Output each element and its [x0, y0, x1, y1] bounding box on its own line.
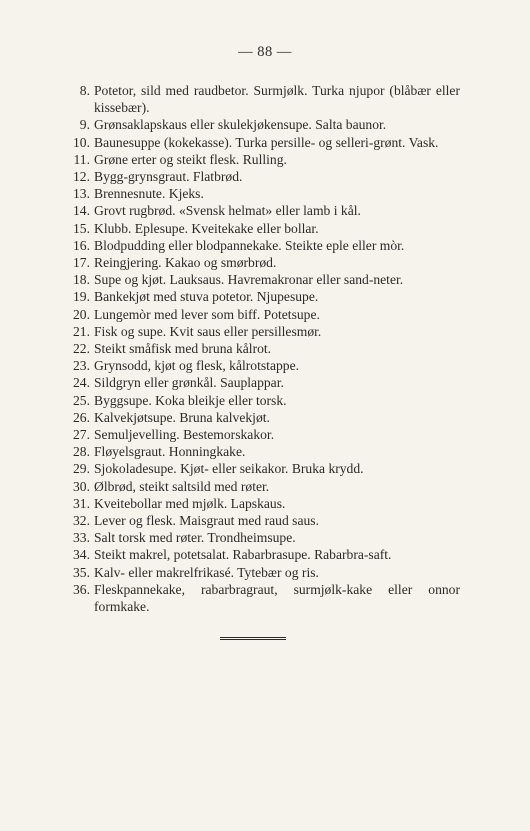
item-number: 19. [73, 289, 90, 305]
item-text: Fløyelsgraut. Honningkake. [94, 444, 246, 460]
item-text: Semuljevelling. Bestemorskakor. [94, 427, 275, 443]
item-number: 27. [73, 427, 90, 443]
item-number: 8. [79, 83, 90, 98]
item-text: Salt torsk med røter. Trondheimsupe. [94, 530, 296, 546]
item-text: Brennesnute. Kjeks. [94, 186, 204, 202]
item-number: 14. [73, 203, 90, 219]
item-text: Kalvekjøtsupe. Bruna kalvekjøt. [94, 409, 270, 425]
item-number: 17. [73, 255, 90, 271]
menu-item [60, 82, 460, 116]
item-number: 9. [79, 117, 90, 133]
menu-item [60, 426, 460, 443]
item-text: Lever og flesk. Maisgraut med raud saus. [94, 513, 319, 529]
item-number: 36. [73, 581, 90, 597]
menu-item [60, 151, 460, 168]
item-number: 13. [73, 186, 90, 202]
item-text: Baunesuppe (kokekasse). Turka persille- og selleri-grønt. Vask. [94, 134, 439, 150]
item-text: Byggsupe. Koka bleikje eller torsk. [94, 392, 287, 408]
item-number: 12. [73, 169, 90, 185]
item-number: 18. [73, 272, 90, 288]
menu-item [60, 288, 460, 305]
item-number: 30. [73, 478, 90, 494]
item-number: 32. [73, 513, 90, 529]
item-text: Grynsodd, kjøt og flesk, kålrotstappe. [94, 358, 300, 374]
menu-item [60, 392, 460, 409]
menu-item [60, 168, 460, 185]
item-text: Sildgryn eller grønkål. Sauplappar. [94, 375, 284, 391]
item-text: Potetor, sild med raudbetor. Surmjølk. Turka njupor (blåbær eller kissebær). [94, 83, 460, 116]
menu-item [60, 409, 460, 426]
menu-item [60, 357, 460, 374]
menu-list [60, 82, 460, 615]
item-number: 16. [73, 237, 90, 253]
menu-item [60, 254, 460, 271]
menu-item [60, 374, 460, 391]
menu-item [60, 306, 460, 323]
item-text: Bankekjøt med stuva potetor. Njupesupe. [94, 289, 319, 305]
item-text: Kalv- eller makrelfrikasé. Tytebær og ris. [94, 564, 319, 580]
menu-item [60, 460, 460, 477]
menu-item [60, 564, 460, 581]
item-text: Supe og kjøt. Lauksaus. Havremakronar eller sand-neter. [94, 272, 404, 288]
menu-item [60, 185, 460, 202]
page-number: — 88 — [238, 44, 292, 60]
item-text: Grøne erter og steikt flesk. Rulling. [94, 151, 287, 167]
menu-item [60, 323, 460, 340]
item-text: Sjokoladesupe. Kjøt- eller seikakor. Bruka krydd. [94, 461, 364, 477]
menu-item [60, 495, 460, 512]
item-number: 25. [73, 392, 90, 408]
item-text: Grovt rugbrød. «Svensk helmat» eller lamb i kål. [94, 203, 361, 219]
item-text: Fisk og supe. Kvit saus eller persillesmør. [94, 323, 322, 339]
menu-item [60, 478, 460, 495]
item-number: 10. [73, 134, 90, 150]
item-text: Grønsaklapskaus eller skulekjøkensupe. Salta baunor. [94, 117, 387, 133]
item-number: 35. [73, 564, 90, 580]
item-text: Reingjering. Kakao og smørbrød. [94, 255, 277, 271]
menu-item [60, 134, 460, 151]
item-number: 29. [73, 461, 90, 477]
item-text: Bygg-grynsgraut. Flatbrød. [94, 169, 243, 185]
item-number: 34. [73, 547, 90, 563]
item-text: Steikt småfisk med bruna kålrot. [94, 341, 272, 357]
item-number: 23. [73, 358, 90, 374]
menu-item [60, 237, 460, 254]
menu-item [60, 529, 460, 546]
menu-item [60, 340, 460, 357]
menu-item [60, 116, 460, 133]
item-text: Klubb. Eplesupe. Kveitekake eller bollar. [94, 220, 319, 236]
item-number: 31. [73, 495, 90, 511]
item-number: 15. [73, 220, 90, 236]
item-text: Kveitebollar med mjølk. Lapskaus. [94, 495, 286, 511]
item-number: 28. [73, 444, 90, 460]
menu-item [60, 512, 460, 529]
item-number: 22. [73, 341, 90, 357]
item-number: 33. [73, 530, 90, 546]
item-text: Steikt makrel, potetsalat. Rabarbrasupe. Rabarbra-saft. [94, 547, 392, 563]
end-rule-divider [220, 637, 286, 640]
item-number: 21. [73, 323, 90, 339]
item-text: Blodpudding eller blodpannekake. Steikte eple eller mòr. [94, 237, 405, 253]
item-text: Lungemòr med lever som biff. Potetsupe. [94, 306, 320, 322]
item-number: 26. [73, 409, 90, 425]
menu-item [60, 581, 460, 615]
menu-item [60, 443, 460, 460]
item-text: Ølbrød, steikt saltsild med røter. [94, 478, 270, 494]
item-text: Fleskpannekake, rabarbragraut, surmjølk-kake eller onnor formkake. [94, 581, 460, 615]
menu-item [60, 202, 460, 219]
item-number: 24. [73, 375, 90, 391]
menu-item [60, 220, 460, 237]
item-number: 11. [73, 151, 90, 167]
item-number: 20. [73, 306, 90, 322]
menu-item [60, 271, 460, 288]
menu-item [60, 546, 460, 563]
